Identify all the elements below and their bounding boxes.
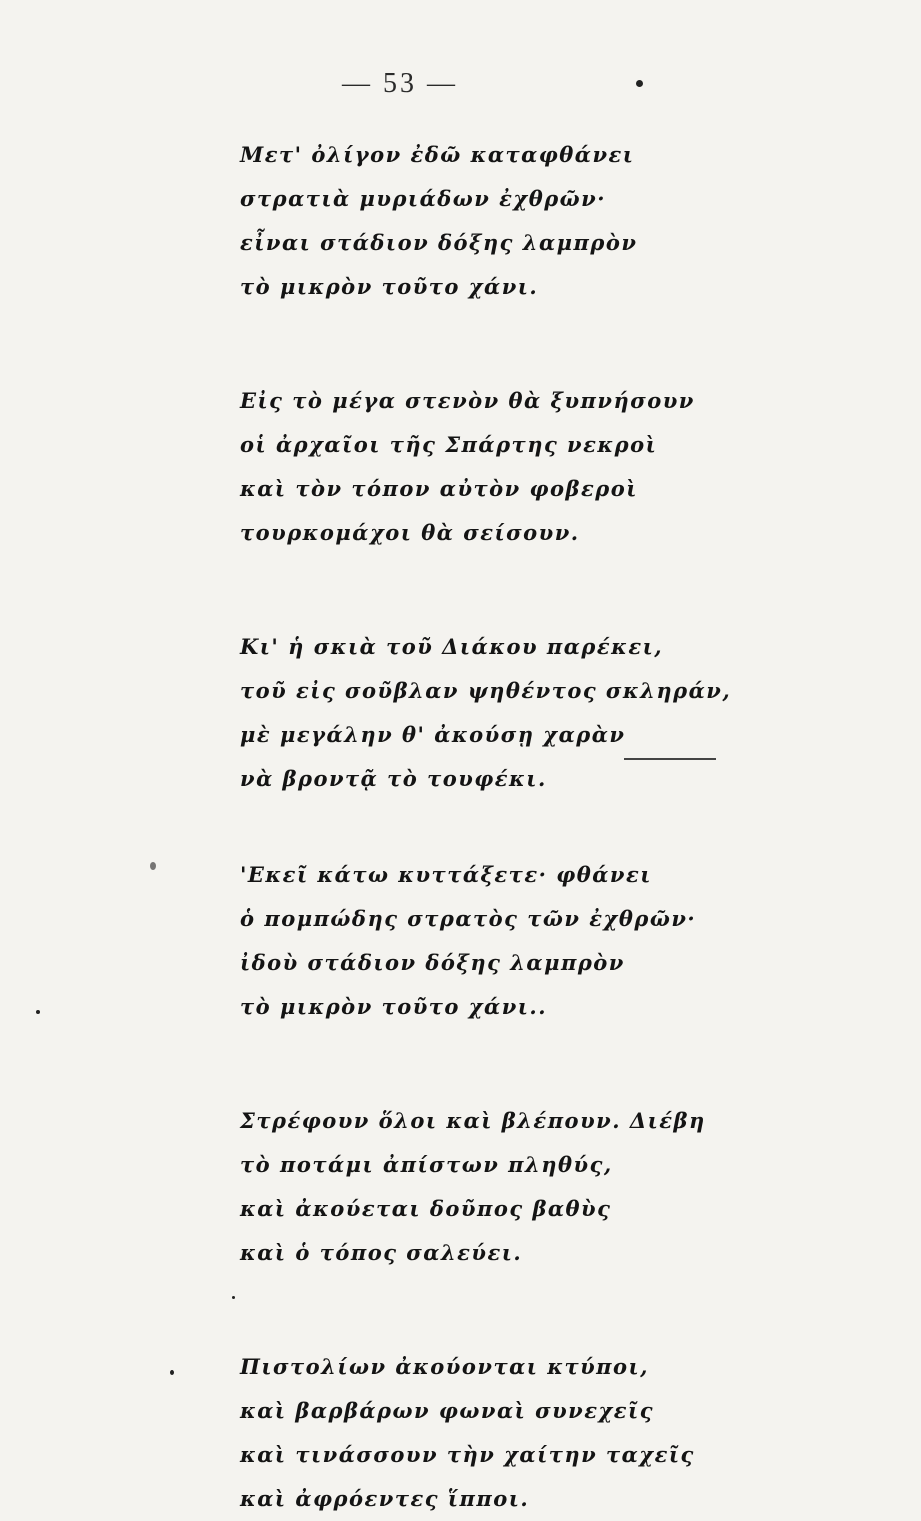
verse-line: τὸ μικρὸν τοῦτο χάνι.. [240,994,548,1019]
verse-line: Στρέφουν ὅλοι καὶ βλέπουν. Διέβη [240,1108,706,1133]
stanza-gap [240,555,760,625]
ink-speck [232,1296,235,1299]
ink-speck [636,80,643,87]
verse-line: Μετ' ὀλίγον ἐδῶ καταφθάνει [240,142,635,167]
stanza [240,625,760,801]
verse-line: ἰδοὺ στάδιον δόξης λαμπρὸν [240,950,625,975]
stanza-gap [240,1275,760,1345]
verse-line: 'Εκεῖ κάτω κυττάξετε· φθάνει [240,862,652,887]
verse-line: τὸ μικρὸν τοῦτο χάνι. [240,274,539,299]
verse-line: τὸ ποτάμι ἀπίστων πληθύς, [240,1152,613,1177]
stanza-gap [240,309,760,379]
ink-speck [170,1370,174,1375]
stanza [240,1099,760,1275]
verse-line: Εἰς τὸ μέγα στενὸν θὰ ξυπνήσουν [240,388,695,413]
stanza [240,853,760,1029]
stanza-gap [240,1029,760,1099]
verse-line: οἱ ἀρχαῖοι τῆς Σπάρτης νεκροὶ [240,432,658,457]
stanza [240,379,760,555]
verse-line: ὁ πομπώδης στρατὸς τῶν ἐχθρῶν· [240,906,697,931]
verse-line: καὶ βαρβάρων φωναὶ συνεχεῖς [240,1398,655,1423]
verse-line: Κι' ἡ σκιὰ τοῦ Διάκου παρέκει, [240,634,664,659]
stanza [240,1345,760,1521]
verse-line: μὲ μεγάλην θ' ἀκούσῃ χαρὰν [240,722,626,747]
verse-line: εἶναι στάδιον δόξης λαμπρὸν [240,230,638,255]
ink-speck [36,1010,40,1014]
verse-line: τοῦ εἰς σοῦβλαν ψηθέντος σκληράν, [240,678,732,703]
verse-line: καὶ τὸν τόπον αὐτὸν φοβεροὶ [240,476,638,501]
verse-line: καὶ ἀκούεται δοῦπος βαθὺς [240,1196,612,1221]
verse-line: νὰ βροντᾷ τὸ τουφέκι. [240,766,547,791]
verse-line: καὶ ὁ τόπος σαλεύει. [240,1240,523,1265]
poem [240,133,760,1521]
stanza [240,133,760,309]
verse-line: τουρκομάχοι θὰ σείσουν. [240,520,580,545]
verse-line: Πιστολίων ἀκούονται κτύποι, [240,1354,649,1379]
verse-line: καὶ τινάσσουν τὴν χαίτην ταχεῖς [240,1442,695,1467]
stanza-gap [240,801,760,853]
page-number: — 53 — [342,68,458,99]
ink-speck [150,862,156,870]
printing-dash-mark [624,758,716,760]
verse-line: στρατιὰ μυριάδων ἐχθρῶν· [240,186,607,211]
verse-line: καὶ ἀφρόεντες ἵπποι. [240,1486,530,1511]
